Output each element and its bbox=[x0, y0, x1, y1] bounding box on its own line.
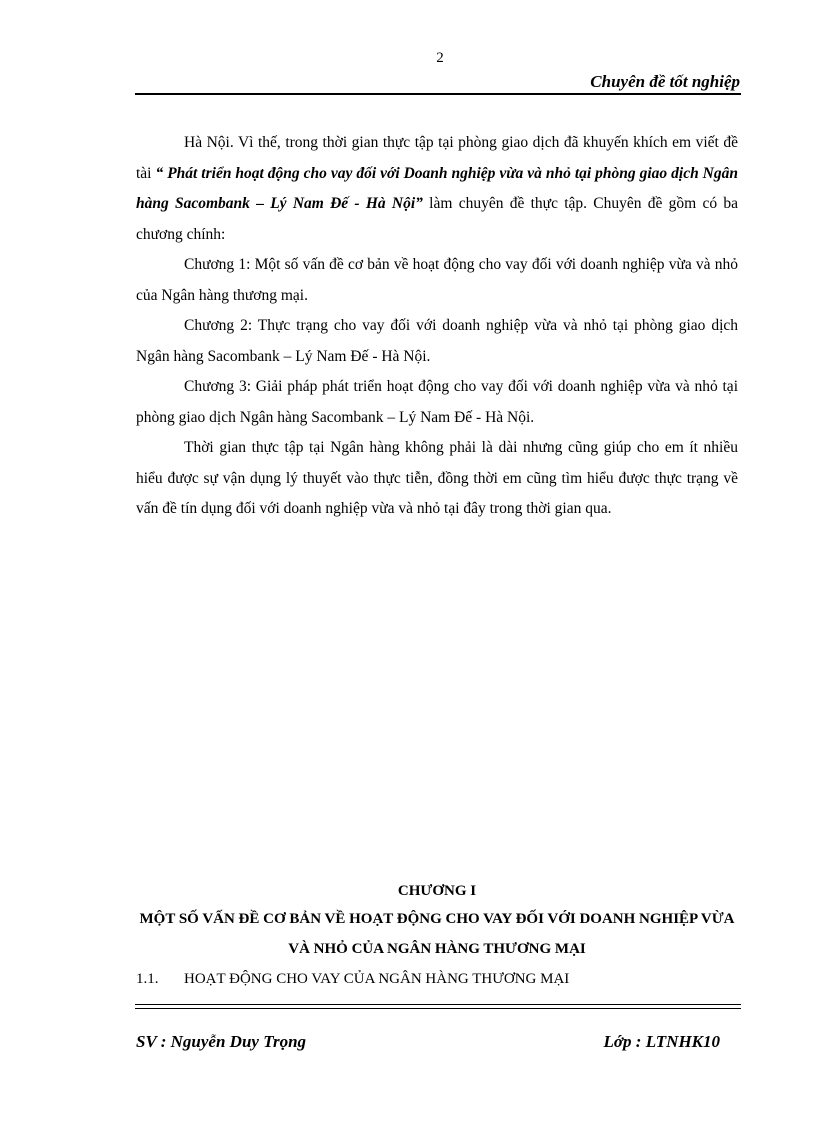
section-heading bbox=[136, 966, 738, 992]
page-number: 2 bbox=[436, 50, 444, 66]
header-title: Chuyên đề tốt nghiệp bbox=[590, 72, 740, 91]
footer-class: Lớp : LTNHK10 bbox=[603, 1032, 720, 1051]
thesis-topic: “ Phát triển hoạt động cho vay đối với Doanh nghiệp vừa và nhỏ tại phòng giao dịch Ngân hàng Sacombank – Lý Nam Đế - Hà Nội” bbox=[136, 164, 738, 212]
section-title: HOẠT ĐỘNG CHO VAY CỦA NGÂN HÀNG THƯƠNG MẠI bbox=[184, 971, 570, 987]
section-number: 1.1. bbox=[136, 971, 159, 987]
paragraph-chapter-2: Chương 2: Thực trạng cho vay đối với doanh nghiệp vừa và nhỏ tại phòng giao dịch Ngân hàng Sacombank – Lý Nam Đế - Hà Nội. bbox=[136, 317, 738, 365]
paragraph-chapter-1: Chương 1: Một số vấn đề cơ bản về hoạt động cho vay đối với doanh nghiệp vừa và nhỏ của Ngân hàng thương mại. bbox=[136, 256, 738, 304]
paragraph-conclusion: Thời gian thực tập tại Ngân hàng không phải là dài nhưng cũng giúp cho em ít nhiều hiểu được sự vận dụng lý thuyết vào thực tiễn, đồng thời em cũng tìm hiểu được thực trạng về vấn đề tín dụng đối với doanh nghiệp vừa và nhỏ tại đây trong thời gian qua. bbox=[136, 439, 738, 517]
chapter-title: MỘT SỐ VẤN ĐỀ CƠ BẢN VỀ HOẠT ĐỘNG CHO VAY ĐỐI VỚI DOANH NGHIỆP VỪA VÀ NHỎ CỦA NGÂN HÀNG THƯƠNG MẠI bbox=[139, 911, 735, 957]
header-rule bbox=[135, 93, 741, 95]
footer-rule bbox=[135, 1004, 741, 1009]
paragraph-intro-start: Hà Nội. Vì thế, trong thời gian thực tập tại phòng giao dịch đã khuyến khích em viết đề tài bbox=[136, 134, 738, 182]
paragraph-intro-end: làm chuyên đề thực tập. Chuyên đề gồm có ba chương chính: bbox=[136, 195, 738, 243]
paragraph-chapter-3: Chương 3: Giải pháp phát triển hoạt động cho vay đối với doanh nghiệp vừa và nhỏ tại phòng giao dịch Ngân hàng Sacombank – Lý Nam Đế - Hà Nội. bbox=[136, 378, 738, 426]
chapter-label: CHƯƠNG I bbox=[397, 883, 477, 899]
body-text bbox=[136, 128, 738, 525]
footer-student: SV : Nguyễn Duy Trọng bbox=[136, 1032, 307, 1051]
paragraph-intro bbox=[136, 128, 738, 250]
